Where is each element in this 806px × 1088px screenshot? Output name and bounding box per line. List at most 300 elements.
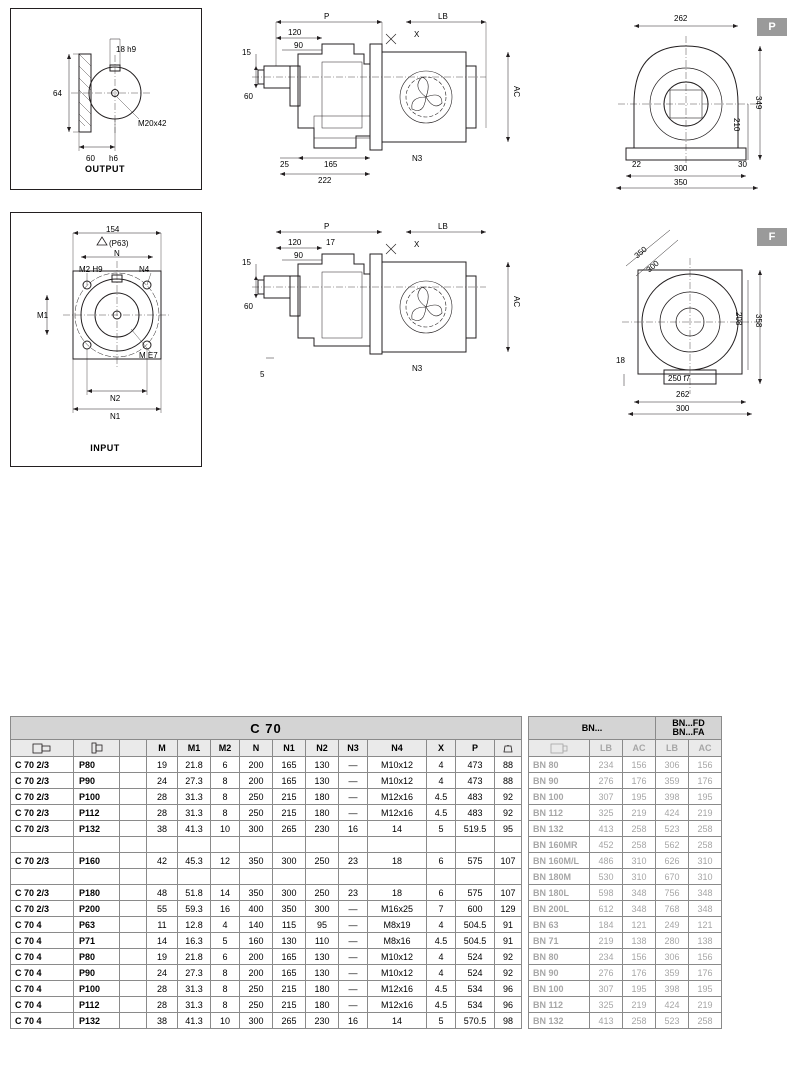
cell-N: 140 xyxy=(240,917,273,933)
cell-bn-motor: BN 80 xyxy=(529,757,590,773)
cell-N: 250 xyxy=(240,805,273,821)
cell-M1: 21.8 xyxy=(178,949,211,965)
cell-M2: 14 xyxy=(211,885,240,901)
cell-N: 250 xyxy=(240,789,273,805)
cell-bn-motor: BN 132 xyxy=(529,821,590,837)
cell-M: 42 xyxy=(147,853,178,869)
cell-M2: 16 xyxy=(211,901,240,917)
cell-M1: 51.8 xyxy=(178,885,211,901)
cell-ac-fd: 138 xyxy=(689,933,722,949)
cell-kg: 92 xyxy=(495,965,522,981)
cell-bn-motor: BN 90 xyxy=(529,965,590,981)
col-AC: AC xyxy=(623,740,656,757)
cell-X: 4 xyxy=(427,773,456,789)
cell-ac: 258 xyxy=(623,1013,656,1029)
cell-N: 250 xyxy=(240,981,273,997)
cell-N: 160 xyxy=(240,933,273,949)
cell-M2: 4 xyxy=(211,917,240,933)
cell-N4: 14 xyxy=(368,1013,427,1029)
cell-X: 4 xyxy=(427,965,456,981)
cell-model: C 70 2/3 xyxy=(11,773,74,789)
cell-ac-fd: 219 xyxy=(689,997,722,1013)
dim-358: 358 xyxy=(754,314,763,328)
cell-model: C 70 4 xyxy=(11,997,74,1013)
cell-ac-fd: 348 xyxy=(689,901,722,917)
cell-P xyxy=(456,869,495,885)
cell-lb-fd: 359 xyxy=(656,773,689,789)
cell-M1 xyxy=(178,869,211,885)
cell-p-designation: P200 xyxy=(74,901,120,917)
cell-p-designation: P80 xyxy=(74,949,120,965)
cell-N: 200 xyxy=(240,949,273,965)
cell-N1: 215 xyxy=(273,981,306,997)
cell-lb-fd: 768 xyxy=(656,901,689,917)
cell-M: 28 xyxy=(147,997,178,1013)
cell-P xyxy=(456,837,495,853)
table-row xyxy=(11,981,722,997)
dim-262: 262 xyxy=(676,390,690,399)
cell-M2 xyxy=(211,869,240,885)
cell-blank xyxy=(120,965,147,981)
cell-N4: M12x16 xyxy=(368,981,427,997)
cell-ac: 348 xyxy=(623,885,656,901)
view-tag-f: F xyxy=(757,228,787,246)
col-LB2: LB xyxy=(656,740,689,757)
cell-N2: 230 xyxy=(306,1013,339,1029)
cell-lb-fd: 523 xyxy=(656,821,689,837)
col-LB: LB xyxy=(590,740,623,757)
cell-N3: — xyxy=(339,917,368,933)
cell-lb: 530 xyxy=(590,869,623,885)
dim-210: 210 xyxy=(732,118,741,132)
col-icon-motor xyxy=(74,740,120,757)
cell-bn-motor: BN 112 xyxy=(529,997,590,1013)
dim-350: 350 xyxy=(632,244,649,261)
table-row xyxy=(11,949,722,965)
cell-X: 4 xyxy=(427,949,456,965)
cell-ac-fd: 258 xyxy=(689,821,722,837)
cell-M: 19 xyxy=(147,949,178,965)
cell-lb: 486 xyxy=(590,853,623,869)
cell-lb-fd: 398 xyxy=(656,789,689,805)
cell-N1 xyxy=(273,837,306,853)
dim-222: 222 xyxy=(318,176,332,185)
cell-N: 350 xyxy=(240,885,273,901)
bn-header: BN... xyxy=(529,717,656,740)
cell-N1: 130 xyxy=(273,933,306,949)
cell-gap xyxy=(522,981,529,997)
cell-ac-fd: 348 xyxy=(689,885,722,901)
cell-N2: 95 xyxy=(306,917,339,933)
cell-blank xyxy=(120,869,147,885)
cell-N2: 130 xyxy=(306,949,339,965)
cell-M2: 8 xyxy=(211,789,240,805)
cell-M2: 8 xyxy=(211,997,240,1013)
cell-bn-motor: BN 100 xyxy=(529,981,590,997)
col-AC2: AC xyxy=(689,740,722,757)
cell-N1: 165 xyxy=(273,757,306,773)
cell-M1 xyxy=(178,837,211,853)
cell-blank xyxy=(120,1013,147,1029)
dim-120: 120 xyxy=(288,238,302,247)
dim-P: P xyxy=(324,222,330,231)
cell-ac-fd: 310 xyxy=(689,853,722,869)
cell-X: 6 xyxy=(427,853,456,869)
cell-p-designation: P180 xyxy=(74,885,120,901)
cell-N2: 180 xyxy=(306,981,339,997)
cell-P: 575 xyxy=(456,853,495,869)
dim-LB: LB xyxy=(438,12,448,21)
cell-M1: 12.8 xyxy=(178,917,211,933)
cell-N4: M10x12 xyxy=(368,757,427,773)
cell-N xyxy=(240,869,273,885)
cell-ac: 156 xyxy=(623,949,656,965)
cell-ac: 310 xyxy=(623,853,656,869)
cell-P: 524 xyxy=(456,965,495,981)
cell-N1: 165 xyxy=(273,949,306,965)
cell-N1: 215 xyxy=(273,789,306,805)
dim-64: 64 xyxy=(53,89,62,98)
cell-N4: M12x16 xyxy=(368,805,427,821)
cell-N4 xyxy=(368,837,427,853)
cell-N2: 250 xyxy=(306,885,339,901)
cell-M2: 8 xyxy=(211,773,240,789)
cell-N3: — xyxy=(339,805,368,821)
cell-bn-motor: BN 71 xyxy=(529,933,590,949)
p-front-view-drawing xyxy=(608,8,798,198)
cell-N3: — xyxy=(339,965,368,981)
cell-ac: 176 xyxy=(623,965,656,981)
cell-blank xyxy=(120,885,147,901)
dim-300: 300 xyxy=(644,258,661,275)
cell-N4: M10x12 xyxy=(368,773,427,789)
dim-N3: N3 xyxy=(412,154,423,163)
table-title: C 70 xyxy=(11,717,522,740)
cell-N1: 300 xyxy=(273,885,306,901)
cell-gap xyxy=(522,997,529,1013)
cell-P: 473 xyxy=(456,773,495,789)
cell-N4: M16x25 xyxy=(368,901,427,917)
cell-kg: 107 xyxy=(495,853,522,869)
cell-N2: 180 xyxy=(306,789,339,805)
table-body xyxy=(11,757,722,1029)
dim-N1: N1 xyxy=(110,412,121,421)
cell-N3: — xyxy=(339,997,368,1013)
dimension-table xyxy=(10,716,722,1029)
table-gap xyxy=(522,740,529,757)
p-side-view-drawing xyxy=(236,8,556,198)
table-row xyxy=(11,901,722,917)
cell-P: 534 xyxy=(456,981,495,997)
cell-N4: M10x12 xyxy=(368,965,427,981)
cell-gap xyxy=(522,853,529,869)
dim-22: 22 xyxy=(632,160,641,169)
cell-gap xyxy=(522,885,529,901)
cell-lb: 612 xyxy=(590,901,623,917)
dim-300: 300 xyxy=(674,164,688,173)
dim-N4: N4 xyxy=(139,265,150,274)
cell-lb-fd: 626 xyxy=(656,853,689,869)
cell-M1: 31.3 xyxy=(178,789,211,805)
cell-X: 5 xyxy=(427,821,456,837)
cell-N1: 265 xyxy=(273,821,306,837)
col-M2: M2 xyxy=(211,740,240,757)
cell-X: 4.5 xyxy=(427,805,456,821)
cell-p-designation: P90 xyxy=(74,965,120,981)
cell-blank xyxy=(120,805,147,821)
cell-gap xyxy=(522,933,529,949)
cell-lb: 307 xyxy=(590,981,623,997)
cell-M: 38 xyxy=(147,1013,178,1029)
table-row xyxy=(11,837,722,853)
cell-lb: 598 xyxy=(590,885,623,901)
cell-bn-motor: BN 132 xyxy=(529,1013,590,1029)
cell-N4: 18 xyxy=(368,885,427,901)
cell-ac: 310 xyxy=(623,869,656,885)
cell-gap xyxy=(522,773,529,789)
table-row xyxy=(11,757,722,773)
cell-N1: 215 xyxy=(273,997,306,1013)
cell-P: 473 xyxy=(456,757,495,773)
table-row xyxy=(11,997,722,1013)
cell-N4 xyxy=(368,869,427,885)
cell-gap xyxy=(522,821,529,837)
cell-N4: M10x12 xyxy=(368,949,427,965)
cell-X: 4 xyxy=(427,757,456,773)
cell-N3: 23 xyxy=(339,853,368,869)
table-row xyxy=(11,965,722,981)
col-P: P xyxy=(456,740,495,757)
cell-gap xyxy=(522,789,529,805)
cell-gap xyxy=(522,965,529,981)
dim-P: P xyxy=(324,12,330,21)
dim-AC: AC xyxy=(512,296,521,308)
dim-M2-H9: M2 H9 xyxy=(79,265,103,274)
cell-kg xyxy=(495,837,522,853)
cell-M2: 12 xyxy=(211,853,240,869)
cell-lb: 276 xyxy=(590,773,623,789)
cell-blank xyxy=(120,949,147,965)
col-X: X xyxy=(427,740,456,757)
table-row xyxy=(11,773,722,789)
dim-X: X xyxy=(414,240,420,249)
gearbox-icon xyxy=(32,742,52,754)
cell-N3: 16 xyxy=(339,1013,368,1029)
cell-M: 24 xyxy=(147,773,178,789)
cell-N3 xyxy=(339,837,368,853)
dim-208: 208 xyxy=(734,312,743,326)
cell-lb-fd: 523 xyxy=(656,1013,689,1029)
cell-lb: 413 xyxy=(590,821,623,837)
cell-ac: 138 xyxy=(623,933,656,949)
cell-M1: 31.3 xyxy=(178,805,211,821)
cell-P: 600 xyxy=(456,901,495,917)
cell-N: 200 xyxy=(240,757,273,773)
table-row xyxy=(11,869,722,885)
cell-bn-motor: BN 180M xyxy=(529,869,590,885)
dim-18: 18 xyxy=(616,356,625,365)
cell-N1 xyxy=(273,869,306,885)
cell-lb-fd: 756 xyxy=(656,885,689,901)
cell-M xyxy=(147,869,178,885)
cell-model: C 70 2/3 xyxy=(11,789,74,805)
dim-30: 30 xyxy=(738,160,747,169)
cell-N3 xyxy=(339,869,368,885)
cell-N1: 215 xyxy=(273,805,306,821)
cell-M: 55 xyxy=(147,901,178,917)
cell-M2 xyxy=(211,837,240,853)
cell-gap xyxy=(522,949,529,965)
cell-P: 524 xyxy=(456,949,495,965)
cell-ac: 348 xyxy=(623,901,656,917)
input-drawing-panel xyxy=(10,212,202,467)
cell-blank xyxy=(120,901,147,917)
cell-kg: 91 xyxy=(495,933,522,949)
cell-p-designation: P63 xyxy=(74,917,120,933)
cell-N3: — xyxy=(339,901,368,917)
cell-model: C 70 4 xyxy=(11,949,74,965)
cell-N2: 130 xyxy=(306,757,339,773)
cell-X: 7 xyxy=(427,901,456,917)
cell-ac-fd: 156 xyxy=(689,757,722,773)
cell-N1: 165 xyxy=(273,773,306,789)
cell-ac-fd: 195 xyxy=(689,789,722,805)
dim-60: 60 xyxy=(244,302,253,311)
cell-M: 19 xyxy=(147,757,178,773)
dim-m20x42: M20x42 xyxy=(138,119,167,128)
cell-kg: 96 xyxy=(495,997,522,1013)
dim-60: 60 xyxy=(244,92,253,101)
f-side-view-drawing xyxy=(236,218,556,398)
cell-N2: 250 xyxy=(306,853,339,869)
cell-model: C 70 2/3 xyxy=(11,821,74,837)
cell-N4: 18 xyxy=(368,853,427,869)
cell-p-designation xyxy=(74,837,120,853)
cell-P: 483 xyxy=(456,805,495,821)
motor-flange-icon xyxy=(90,742,104,754)
dim-X: X xyxy=(414,30,420,39)
cell-kg: 91 xyxy=(495,917,522,933)
bnfd-header xyxy=(656,717,722,740)
cell-kg: 129 xyxy=(495,901,522,917)
cell-N2 xyxy=(306,869,339,885)
cell-gap xyxy=(522,917,529,933)
cell-M: 48 xyxy=(147,885,178,901)
col-M: M xyxy=(147,740,178,757)
cell-kg xyxy=(495,869,522,885)
dim-262: 262 xyxy=(674,14,688,23)
cell-N: 200 xyxy=(240,773,273,789)
col-icon-bn xyxy=(529,740,590,757)
dim-300-bottom: 300 xyxy=(676,404,690,413)
p-front-view xyxy=(608,8,798,198)
cell-ac: 195 xyxy=(623,789,656,805)
col-M1: M1 xyxy=(178,740,211,757)
cell-P: 575 xyxy=(456,885,495,901)
cell-model xyxy=(11,869,74,885)
col-icon-dim xyxy=(120,740,147,757)
cell-p-designation xyxy=(74,869,120,885)
cell-P: 519.5 xyxy=(456,821,495,837)
cell-M: 28 xyxy=(147,981,178,997)
cell-N: 350 xyxy=(240,853,273,869)
cell-lb: 184 xyxy=(590,917,623,933)
table-row xyxy=(11,917,722,933)
cell-bn-motor: BN 160M/L xyxy=(529,853,590,869)
table-row xyxy=(11,805,722,821)
dim-250f7: 250 f7 xyxy=(668,374,691,383)
cell-blank xyxy=(120,981,147,997)
cell-N4: M8x16 xyxy=(368,933,427,949)
spacer-head xyxy=(522,717,529,740)
weight-icon xyxy=(502,742,514,754)
cell-X: 4.5 xyxy=(427,789,456,805)
col-icon-gearbox xyxy=(11,740,74,757)
cell-kg: 88 xyxy=(495,773,522,789)
cell-model: C 70 2/3 xyxy=(11,805,74,821)
output-caption: OUTPUT xyxy=(85,164,125,174)
cell-N xyxy=(240,837,273,853)
cell-gap xyxy=(522,805,529,821)
dim-LB: LB xyxy=(438,222,448,231)
cell-ac-fd: 195 xyxy=(689,981,722,997)
cell-N2: 130 xyxy=(306,965,339,981)
bn-motor-icon xyxy=(550,743,568,754)
cell-N4: M8x19 xyxy=(368,917,427,933)
cell-lb-fd: 424 xyxy=(656,805,689,821)
cell-M1: 27.3 xyxy=(178,773,211,789)
cell-kg: 92 xyxy=(495,789,522,805)
cell-kg: 92 xyxy=(495,949,522,965)
cell-bn-motor: BN 100 xyxy=(529,789,590,805)
table-row xyxy=(11,853,722,869)
cell-M2: 10 xyxy=(211,1013,240,1029)
cell-P: 504.5 xyxy=(456,933,495,949)
bnfd-line1: BN...FD xyxy=(672,718,705,728)
dim-M1: M1 xyxy=(37,311,49,320)
cell-N2: 300 xyxy=(306,901,339,917)
dim-154: 154 xyxy=(106,225,120,234)
cell-lb: 325 xyxy=(590,997,623,1013)
cell-bn-motor: BN 80 xyxy=(529,949,590,965)
cell-bn-motor: BN 180L xyxy=(529,885,590,901)
cell-p-designation: P112 xyxy=(74,997,120,1013)
cell-M2: 6 xyxy=(211,949,240,965)
cell-ac-fd: 176 xyxy=(689,965,722,981)
cell-ac-fd: 219 xyxy=(689,805,722,821)
cell-blank xyxy=(120,773,147,789)
cell-M: 24 xyxy=(147,965,178,981)
cell-lb-fd: 359 xyxy=(656,965,689,981)
cell-ac: 258 xyxy=(623,821,656,837)
cell-M1: 27.3 xyxy=(178,965,211,981)
output-drawing-panel xyxy=(10,8,202,190)
cell-N2: 180 xyxy=(306,805,339,821)
cell-kg: 88 xyxy=(495,757,522,773)
cell-X xyxy=(427,837,456,853)
cell-model: C 70 4 xyxy=(11,1013,74,1029)
cell-p-designation: P112 xyxy=(74,805,120,821)
cell-N3: — xyxy=(339,949,368,965)
cell-model: C 70 2/3 xyxy=(11,853,74,869)
cell-M2: 5 xyxy=(211,933,240,949)
dim-120: 120 xyxy=(288,28,302,37)
cell-ac-fd: 310 xyxy=(689,869,722,885)
cell-ac-fd: 258 xyxy=(689,837,722,853)
cell-blank xyxy=(120,853,147,869)
cell-N4: M12x16 xyxy=(368,789,427,805)
cell-blank xyxy=(120,821,147,837)
